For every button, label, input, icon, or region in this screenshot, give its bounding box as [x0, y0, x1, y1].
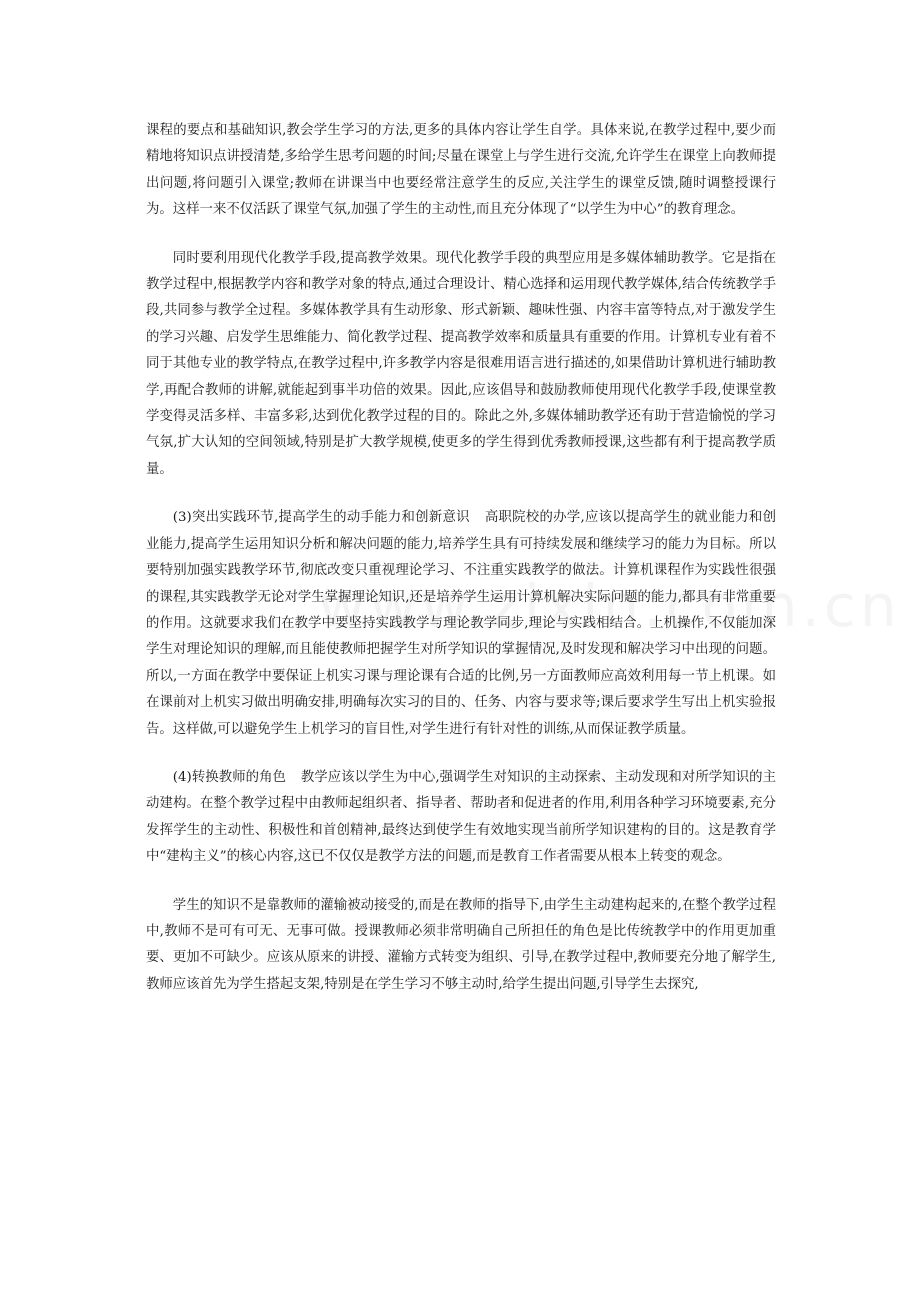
paragraph-text: 课程的要点和基础知识,教会学生学习的方法,更多的具体内容让学生自学。具体来说,在教学过程中,要少而精地将知识点讲授清楚,多给学生思考问题的时间;尽量在课堂上与学生进行交流,允许学生在课堂上向教师提出问题,将问题引入课堂;教师在讲课当中也要经常注意学生的反应,关注学生的课堂反馈,随时调整授课行为。这样一来不仅活跃了课堂气氛,加强了学生的主动性,而且充分体现了“以学生为中心”的教育理念。 [146, 123, 776, 218]
paragraph-text: 同时要利用现代化教学手段,提高教学效果。现代化教学手段的典型应用是多媒体辅助教学。它是指在教学过程中,根据教学内容和教学对象的特点,通过合理设计、精心选择和运用现代教学媒体,结合传统教学手段,共同参与教学全过程。多媒体教学具有生动形象、形式新颖、趣味性强、内容丰富等特点,对于激发学生的学习兴趣、启发学生思维能力、简化教学过程、提高教学效率和质量具有重要的作用。计算机专业有着不同于其他专业的教学特点,在教学过程中,许多教学内容是很难用语言进行描述的,如果借助计算机进行辅助教学,再配合教师的讲解,就能起到事半功倍的效果。因此,应该倡导和鼓励教师使用现代化教学手段,使课堂教学变得灵活多样、丰富多彩,达到优化教学过程的目的。除此之外,多媒体辅助教学还有助于营造愉悦的学习气氛,扩大认知的空间领域,特别是扩大教学规模,使更多的学生得到优秀教师授课,这些都有利于提高教学质量。 [146, 250, 776, 477]
paragraph-5 [146, 893, 776, 999]
paragraph-text: 学生的知识不是靠教师的灌输被动接受的,而是在教师的指导下,由学生主动建构起来的,在整个教学过程中,教师不是可有可无、无事可做。授课教师必须非常明确自己所担任的角色是比传统教学中的作用更加重要、更加不可缺少。应该从原来的讲授、灌输方式转变为组织、引导,在教学过程中,教师要充分地了解学生,教师应该首先为学生搭起支架,特别是在学生学习不够主动时,给学生提出问题,引导学生去探究, [146, 897, 776, 992]
section-heading-4: (4)转换教师的角色 [172, 769, 287, 785]
paragraph-text: 教学应该以学生为中心,强调学生对知识的主动探索、主动发现和对所学知识的主动建构。在整个教学过程中由教师起组织者、指导者、帮助者和促进者的作用,利用各种学习环境要素,充分发挥学生的主动性、积极性和首创精神,最终达到使学生有效地实现当前所学知识建构的目的。这是教育学中“建构主义”的核心内容,这已不仅仅是教学方法的问题,而是教育工作者需要从根本上转变的观念。 [146, 769, 776, 865]
document-body [146, 118, 776, 1020]
paragraph-2 [146, 246, 776, 484]
paragraph-text: 高职院校的办学,应该以提高学生的就业能力和创业能力,提高学生运用知识分析和解决问题的能力,培养学生具有可持续发展和继续学习的能力为目标。所以要特别加强实践教学环节,彻底改变只重视理论学习、不注重实践教学的做法。计算机课程作为实践性很强的课程,其实践教学无论对学生掌握理论知识,还是培养学生运用计算机解决实际问题的能力,都具有非常重要的作用。这就要求我们在教学中要坚持实践教学与理论教学同步,理论与实践相结合。上机操作,不仅能加深学生对理论知识的理解,而且能使教师把握学生对所学知识的掌握情况,及时发现和解决学习中出现的问题。所以,一方面在教学中要保证上机实习课与理论课有合适的比例,另一方面教师应高效利用每一节上机课。如在课前对上机实习做出明确安排,明确每次实习的目的、任务、内容与要求等;课后要求学生写出上机实验报告。这样做,可以避免学生上机学习的盲目性,对学生进行有针对性的训练,从而保证教学质量。 [146, 510, 776, 737]
paragraph-4 [146, 765, 776, 871]
paragraph-3 [146, 505, 776, 743]
paragraph-1 [146, 118, 776, 224]
section-heading-3: (3)突出实践环节,提高学生的动手能力和创新意识 [172, 510, 470, 526]
